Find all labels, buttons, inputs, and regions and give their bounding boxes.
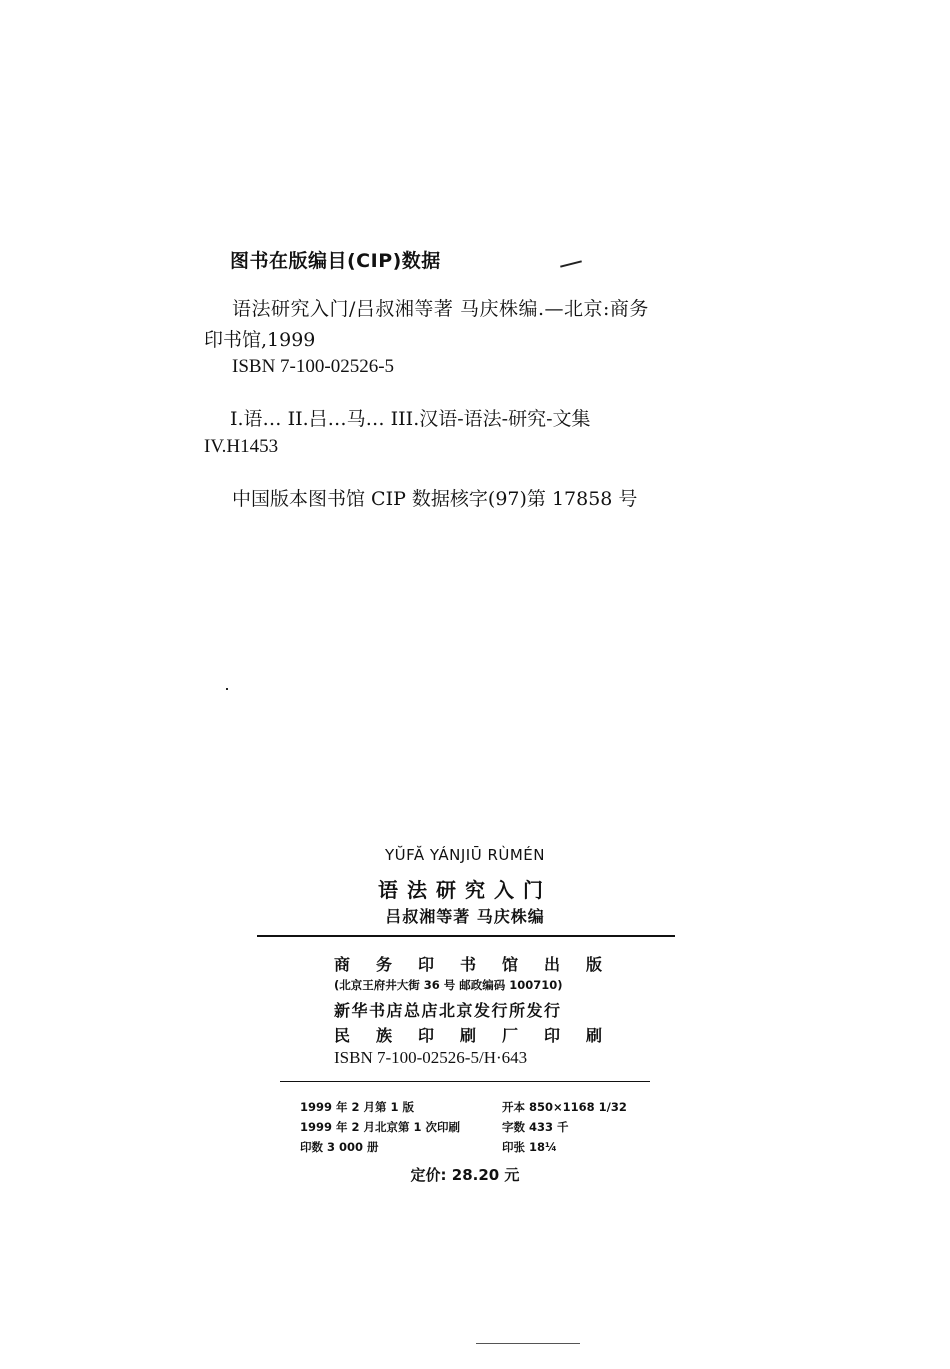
printer-line: 民族印刷厂印刷 xyxy=(334,1026,629,1045)
word-count: 字数 433 千 xyxy=(502,1120,569,1134)
format-info: 开本 850×1168 1/32 xyxy=(502,1100,627,1114)
book-authors: 吕叔湘等著 马庆株编 xyxy=(385,907,545,926)
price: 定价: 28.20 元 xyxy=(410,1166,520,1184)
cip-publisher-year: 印书馆,1999 xyxy=(204,329,316,351)
cip-bibliographic-line: 语法研究入门/吕叔湘等著 马庆株编.—北京:商务 xyxy=(232,298,649,320)
print-run: 印数 3 000 册 xyxy=(300,1140,379,1154)
scan-artifact-dot xyxy=(226,688,228,690)
publisher-address: (北京王府井大街 36 号 邮政编码 100710) xyxy=(334,978,563,992)
scan-artifact-line xyxy=(476,1343,580,1344)
cip-isbn: ISBN 7-100-02526-5 xyxy=(232,356,395,377)
cip-classification-subjects: I.语… II.吕…马… III.汉语-语法-研究-文集 xyxy=(230,408,591,430)
printed-sheets: 印张 18¼ xyxy=(502,1140,557,1154)
cip-record-number: 中国版本图书馆 CIP 数据核字(97)第 17858 号 xyxy=(232,488,638,510)
pinyin-title: YŬFĂ YÁNJIŪ RÙMÉN xyxy=(384,846,546,864)
cip-heading: 图书在版编目(CIP)数据 xyxy=(230,250,441,272)
colophon-isbn: ISBN 7-100-02526-5/H·643 xyxy=(334,1048,528,1067)
scan-artifact-mark xyxy=(560,260,582,267)
edition-info: 1999 年 2 月第 1 版 xyxy=(300,1100,415,1114)
distributor-line: 新华书店总店北京发行所发行 xyxy=(334,1001,562,1020)
printing-info: 1999 年 2 月北京第 1 次印刷 xyxy=(300,1120,461,1134)
divider-bottom xyxy=(280,1081,650,1082)
cip-classification-number: IV.H1453 xyxy=(204,436,279,457)
divider-top xyxy=(257,935,675,937)
publisher-line: 商务印书馆出版 xyxy=(334,955,629,974)
book-title: 语法研究入门 xyxy=(378,878,552,902)
